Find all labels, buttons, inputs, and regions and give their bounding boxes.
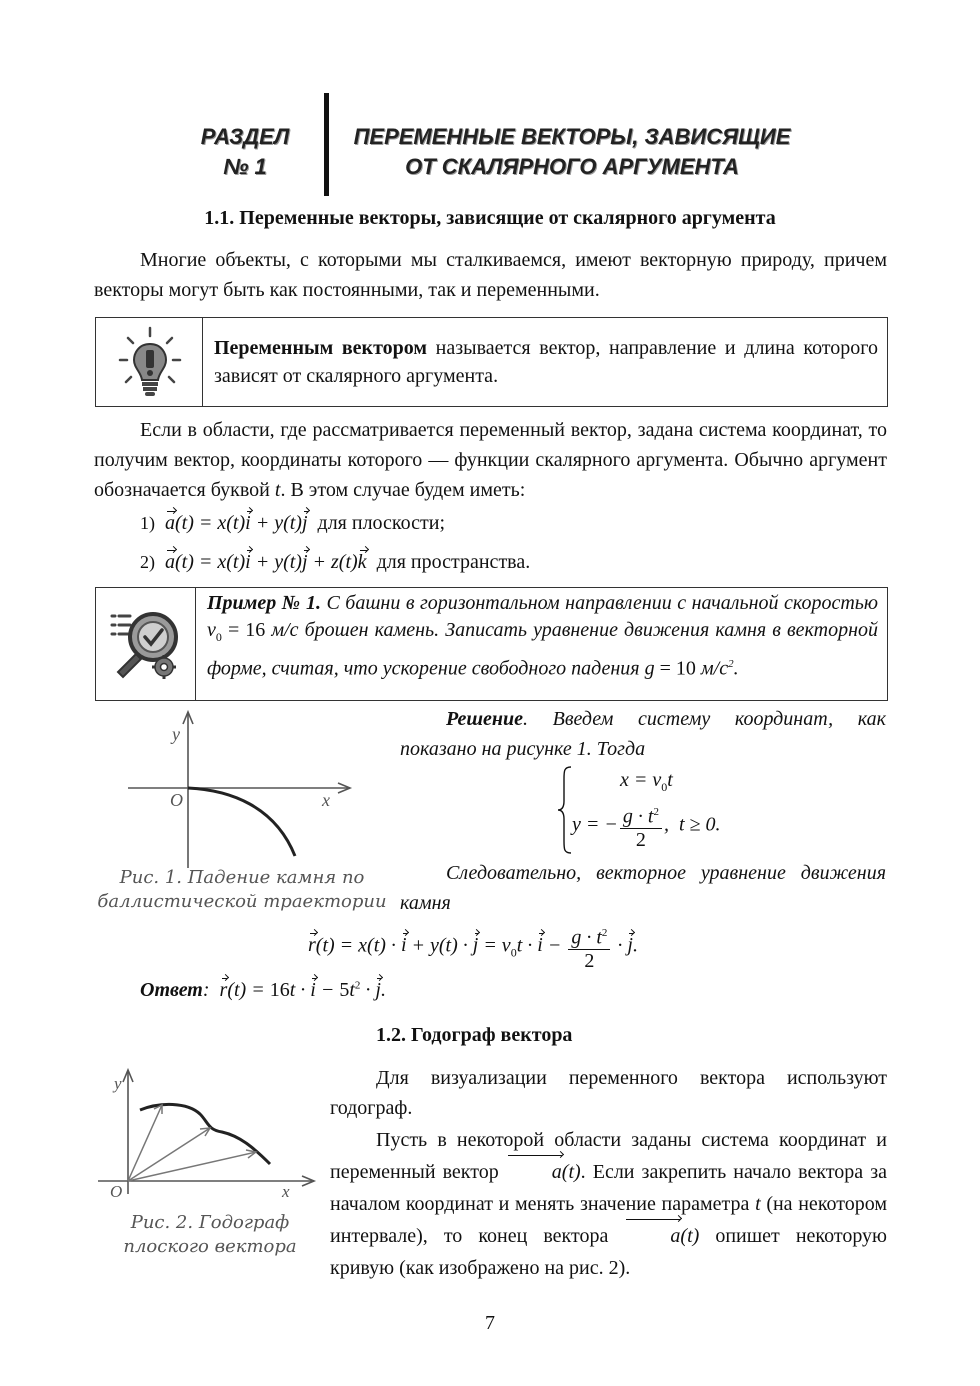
- formula-space: 2) a(t) = x(t)i + y(t)j + z(t)k для пространства.: [140, 551, 531, 573]
- formula-plane: 1) a(t) = x(t)i + y(t)j для плоскости;: [140, 512, 446, 534]
- definition-term: Переменным вектором: [214, 337, 428, 359]
- hodograph-curve: [140, 1104, 270, 1164]
- section-label-line2: № 1: [223, 154, 267, 179]
- magnifier-checklist-icon: [106, 604, 186, 684]
- example-text: [207, 590, 878, 683]
- consequently-paragraph: Следовательно, векторное уравнение движения камня: [400, 862, 886, 914]
- solution-label: Решение: [446, 708, 524, 730]
- coordinates-paragraph-text1: Если в области, где рассматривается переменный вектор, задана система координат, то получим вектор, координаты которого — функции скалярного аргумента. Обычно аргумент обозначается буквой: [94, 419, 887, 501]
- section-label: [170, 122, 320, 182]
- hodograph-intro-paragraph: Для визуализации переменного вектора используют годограф.: [330, 1067, 887, 1119]
- section-divider: [324, 93, 329, 196]
- example-v0: v: [207, 619, 216, 641]
- figure-2-origin: O: [110, 1182, 123, 1201]
- coordinates-paragraph: [94, 415, 887, 505]
- figure-2-caption: [110, 1211, 310, 1259]
- vector-equation: $r(t) = x(t) \cdot i + y(t) \cdot j = v_0t \cdot i$ − $\frac{g \cdot t^2}{2}$ · j.: [308, 922, 638, 972]
- example-unit-g: м/с: [700, 657, 729, 680]
- hodograph-parameter: t: [755, 1193, 761, 1215]
- example-g: g: [644, 657, 655, 680]
- example-text-a: С башни в горизонтальном направлении с начальной скоростью: [320, 592, 879, 614]
- subsection-heading-1-1: 1.1. Переменные векторы, зависящие от скалярного аргумента: [204, 207, 776, 229]
- example-unit-g-sup: 2: [728, 658, 734, 670]
- formula-plane-suffix: для плоскости;: [317, 512, 446, 534]
- section-title: [334, 122, 810, 182]
- figure-2-hodograph: [92, 1066, 322, 1206]
- hodograph-definition-paragraph: Пусть в некоторой области заданы система координат и переменный вектор a(t). Если закрепить начало вектора за началом координат и менять значение параметра t (на некотором интервале), то конец вектора a(t) опишет некоторую кривую (как изображено на рис. 2).: [330, 1129, 888, 1279]
- definition-box: [95, 317, 888, 407]
- equation-system: $x = v_0t$ y = − $\frac{g \cdot t^2}{2}$ , t ≥ 0.: [556, 765, 756, 855]
- section-title-line1: ПЕРЕМЕННЫЕ ВЕКТОРЫ, ЗАВИСЯЩИЕ: [353, 124, 791, 149]
- definition-text: [214, 334, 878, 390]
- section-label-line1: РАЗДЕЛ: [200, 124, 290, 149]
- example-text-e: .: [733, 657, 739, 680]
- page-number: 7: [485, 1312, 495, 1334]
- example-v0-sub: 0: [215, 630, 222, 644]
- answer-line: Ответ: $r(t) = 16t \cdot i - 5t^2 \cdot j$.: [140, 979, 386, 1001]
- solution-text: . Введем систему координат, как показано на рисунке 1. Тогда: [400, 708, 886, 760]
- figure-1-caption: [92, 866, 392, 914]
- example-text-c: брошен камень. Записать уравнение движения камня в векторной форме, считая, что ускорение свободного падения: [207, 619, 878, 680]
- example-unit-v: м/с: [271, 619, 299, 641]
- definition-body: называется вектор, направление и длина которого зависят от скалярного аргумента.: [214, 337, 878, 387]
- subsection-heading-1-2: 1.2. Годограф вектора: [376, 1024, 573, 1046]
- ballistic-curve: [188, 788, 295, 856]
- figure-2-caption-line2: плоского вектора: [123, 1236, 297, 1257]
- figure-2-axis-y: y: [114, 1074, 122, 1093]
- example-text-d: = 10: [654, 657, 701, 680]
- hodograph-text4: опишет некоторую кривую (как изображено на рис. 2).: [330, 1225, 887, 1279]
- figure-1-caption-line2: баллистической траектории: [97, 891, 387, 912]
- figure-1-ballistic: [110, 706, 370, 876]
- argument-variable: t: [274, 479, 281, 501]
- figure-1-origin: O: [170, 790, 183, 810]
- formula-space-suffix: для пространства.: [376, 551, 531, 573]
- intro-paragraph: Многие объекты, с которыми мы сталкиваемся, имеют векторную природу, причем векторы могут быть как постоянными, так и переменными.: [94, 249, 887, 301]
- hodograph-text2: . Если закрепить начало вектора за началом координат и менять значение параметра: [330, 1161, 888, 1215]
- solution-paragraph: [400, 704, 886, 764]
- example-box: [95, 587, 888, 701]
- hodograph-text1: Пусть в некоторой области заданы система координат и переменный вектор: [330, 1129, 887, 1183]
- lightbulb-icon: [110, 324, 190, 400]
- figure-2-axis-x: x: [282, 1182, 290, 1201]
- figure-1-caption-line1: Рис. 1. Падение камня по: [119, 867, 365, 888]
- section-title-line2: ОТ СКАЛЯРНОГО АРГУМЕНТА: [405, 154, 739, 179]
- figure-1-axis-y: y: [172, 724, 180, 744]
- formula-plane-number: 1): [140, 513, 155, 533]
- figure-1-axis-x: x: [322, 790, 330, 810]
- formula-space-number: 2): [140, 552, 155, 572]
- coordinates-paragraph-text2: . В этом случае будем иметь:: [280, 479, 526, 501]
- figure-2-caption-line1: Рис. 2. Годограф: [130, 1212, 290, 1233]
- example-title: Пример № 1.: [207, 592, 321, 614]
- answer-label: Ответ: [140, 979, 203, 1001]
- hodograph-text3: (на некотором интервале), то конец вектора: [330, 1193, 888, 1247]
- example-text-b: = 16: [221, 619, 272, 641]
